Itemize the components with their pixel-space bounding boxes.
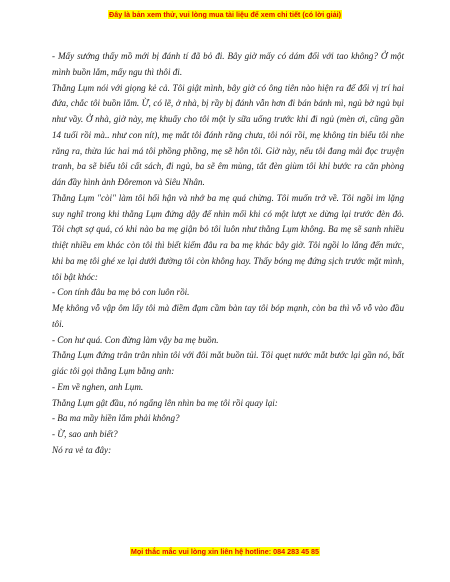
- paragraph: - Ba ma mầy hiền lắm phải không?: [52, 413, 180, 424]
- paragraph: Thằng Lụm nói với giọng kẻ cả. Tôi giật mình, bây giờ có ông tiên nào hiện ra để đổi vị trí hai đứa, chắc tôi buồn lắm. Ừ, có lẽ, ở nhà, bị rầy bị đánh vẫn hơn đi bán bánh mì, ngủ bờ ngủ bụi như vầy. Ở nhà, giờ này, mẹ khuấy cho tôi một ly sữa uống trước khi đi ngủ (mèn ơi, cũng gần 14 tuổi rồi mà.. như con nít), mẹ mắt tôi đánh răng chưa, tôi nói rồi, mẹ không tin biểu tôi nhe răng ra, thừa lúc hai má tôi phồng phồng, mẹ sẽ hôn tôi. Giờ này, nếu tôi đang mải đọc truyện tranh, ba sẽ biểu tôi cất sách, đi ngủ, ba sẽ êm mùng, tắt đèn giùm tôi khi bước ra căn phòng dán đầy hình ảnh Đôremon và Siêu Nhân.: [52, 82, 404, 187]
- hotline-footer-banner: [0, 547, 450, 556]
- paragraph: - Em về nghen, anh Lụm.: [52, 381, 144, 392]
- paragraph: - Mấy sướng thấy mồ mới bị đánh tí đã bỏ đi. Bây giờ mấy có dám đối với tao không? Ở một mình buồn lắm, mấy ngu thì thôi đi.: [52, 51, 404, 77]
- hotline-text: Mọi thắc mắc vui lòng xin liên hệ hotline: 084 283 45 85: [130, 547, 320, 556]
- paragraph: Thằng Lụm gật đầu, nó ngẩng lên nhìn ba mẹ tôi rồi quay lại:: [52, 397, 278, 408]
- paragraph: Nó ra vẻ ta đây:: [52, 444, 112, 455]
- paragraph: Thằng Lụm đứng trân trân nhìn tôi với đôi mắt buồn tủi. Tôi quẹt nước mắt bước lại gần nó, bất giác tôi gọi thằng Lụm bằng anh:: [52, 350, 404, 376]
- paragraph: Mẹ không vỗ vập ôm lấy tôi mà điềm đạm cầm bàn tay tôi bóp mạnh, còn ba thì vỗ vỗ vào đầu tôi.: [52, 303, 404, 329]
- paragraph: - Con tính đâu ba mẹ bỏ con luôn rồi.: [52, 287, 190, 298]
- preview-notice-text: Đây là bản xem thử, vui lòng mua tài liệu để xem chi tiết (có lời giải): [109, 10, 341, 19]
- paragraph: - Ừ, sao anh biết?: [52, 429, 118, 439]
- preview-notice-banner: [0, 10, 450, 19]
- paragraph: Thằng Lụm "còi" làm tôi hối hận và nhớ ba mẹ quá chừng. Tôi muốn trở về. Tôi ngồi im lặng suy nghĩ trong khi thằng Lụm đứng dậy để nhìn mối khi có một lượt xe dừng lại trước đèn đỏ. Tôi chợt sợ quá, có khi nào ba mẹ giận bỏ tôi luôn như thằng Lụm không. Ba mẹ sẽ sanh nhiều thiệt nhiều em khác còn tôi thì biết kiếm đâu ra ba mẹ khác bây giờ. Tôi ngồi lo lắng đến mức, khi ba mẹ tôi ghé xe lại dưới đường tôi còn không hay. Thấy bóng mẹ đứng sịch trước mặt mình, tôi bật khóc:: [52, 192, 404, 282]
- document-body: [52, 49, 404, 459]
- paragraph: - Con hư quá. Con đừng làm vậy ba mẹ buồn.: [52, 334, 219, 345]
